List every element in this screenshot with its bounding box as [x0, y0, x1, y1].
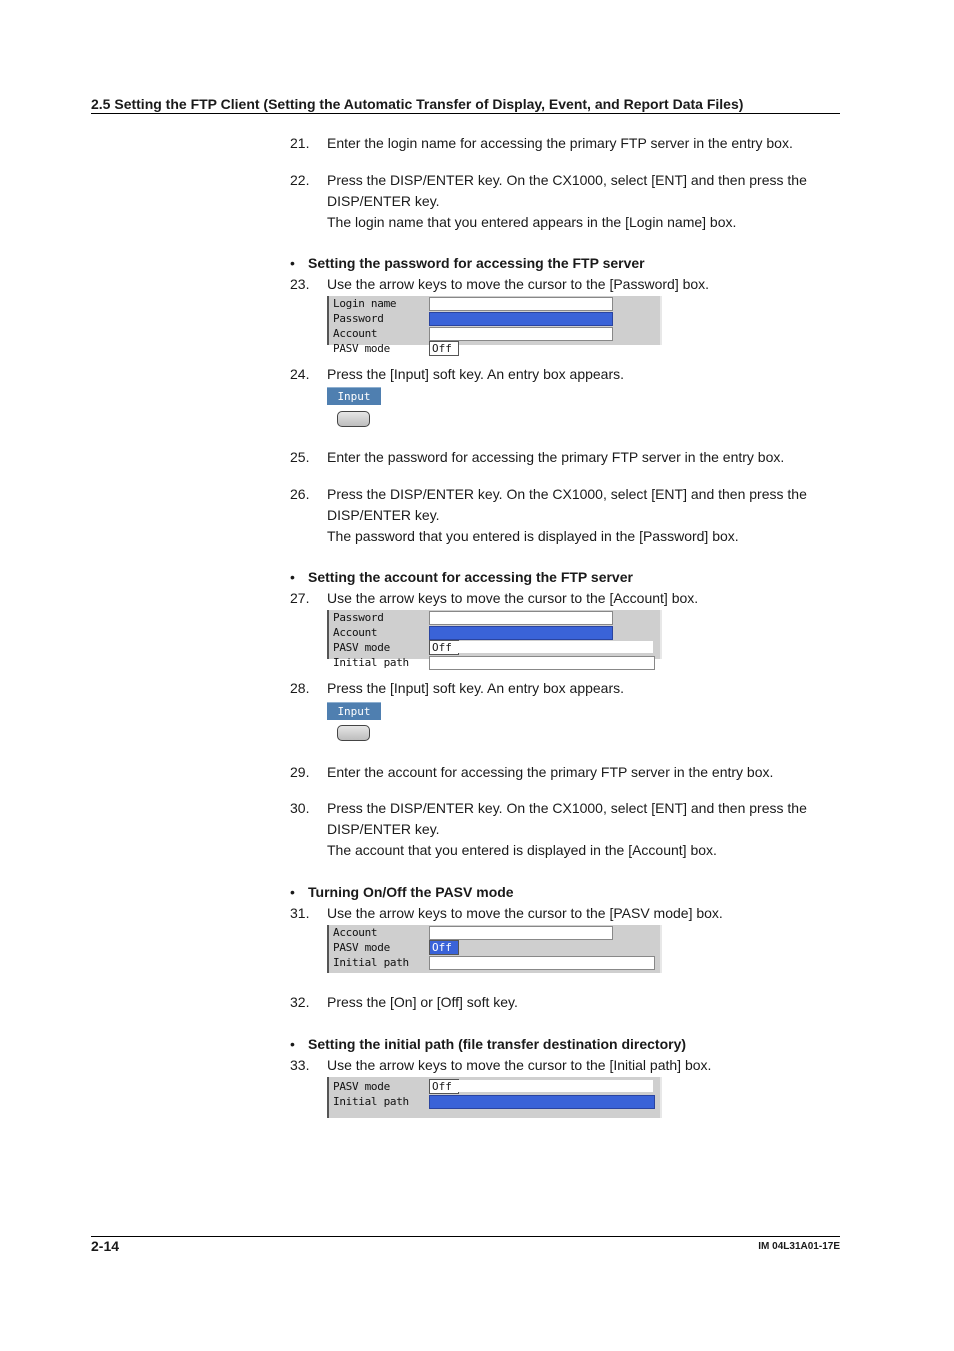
section-heading-initial-path [290, 1036, 686, 1052]
section-title: 2.5 Setting the FTP Client (Setting the Automatic Transfer of Display, Event, and Report Data Files) [91, 96, 744, 112]
account-field-selected [429, 626, 613, 640]
footer-rule [91, 1236, 840, 1237]
field-label: Initial path [333, 656, 409, 669]
initial-path-field [429, 956, 655, 970]
step-number: 22. [290, 172, 310, 188]
field-label: PASV mode [333, 941, 390, 954]
pasv-row-fill [457, 1080, 653, 1092]
step-note: The password that you entered is displayed in the [Password] box. [327, 528, 739, 544]
step-number: 31. [290, 905, 310, 921]
bullet-marker: • [290, 884, 295, 900]
field-label: Account [333, 926, 378, 939]
pasv-mode-value: Off [429, 1079, 459, 1094]
step-text: Press the [Input] soft key. An entry box appears. [327, 680, 625, 696]
section-heading-text: Setting the account for accessing the FTP server [308, 569, 633, 585]
login-name-field [429, 297, 613, 311]
step-text: Enter the login name for accessing the primary FTP server in the entry box. [327, 135, 793, 151]
step-text: Press the DISP/ENTER key. On the CX1000, select [ENT] and then press the DISP/ENTER key. [327, 486, 807, 523]
initial-path-field-selected [429, 1095, 655, 1109]
step-number: 28. [290, 680, 310, 696]
step-number: 30. [290, 800, 310, 816]
field-label: Login name [333, 297, 397, 310]
header-rule [91, 113, 840, 114]
step-note: The login name that you entered appears in the [Login name] box. [327, 214, 737, 230]
field-label: PASV mode [333, 641, 390, 654]
pasv-mode-value: Off [429, 640, 459, 655]
step-number: 25. [290, 449, 310, 465]
input-softkey-label: Input [327, 702, 381, 720]
field-label: Password [333, 312, 384, 325]
step-text: Use the arrow keys to move the cursor to the [Password] box. [327, 276, 710, 292]
step-number: 23. [290, 276, 310, 292]
bullet-marker: • [290, 1036, 295, 1052]
pasv-mode-value-selected: Off [429, 940, 459, 955]
screen-pasv-cursor [327, 925, 662, 973]
field-label: PASV mode [333, 342, 390, 355]
screen-initial-path-cursor [327, 1077, 662, 1118]
bullet-marker: • [290, 255, 295, 271]
field-label: Password [333, 611, 384, 624]
pasv-mode-value: Off [429, 341, 459, 356]
password-field-selected [429, 312, 613, 326]
step-text: Press the [On] or [Off] soft key. [327, 994, 518, 1010]
step-text: Enter the password for accessing the primary FTP server in the entry box. [327, 449, 785, 465]
bullet-marker: • [290, 569, 295, 585]
softkey-button [337, 411, 370, 427]
field-label: Initial path [333, 956, 409, 969]
screen-password-cursor [327, 296, 662, 355]
step-number: 26. [290, 486, 310, 502]
section-heading-password [290, 255, 645, 271]
step-text: Use the arrow keys to move the cursor to the [PASV mode] box. [327, 905, 723, 921]
section-heading-pasv [290, 884, 514, 900]
field-label: PASV mode [333, 1080, 390, 1093]
step-text: Enter the account for accessing the primary FTP server in the entry box. [327, 764, 774, 780]
pasv-row-fill [457, 641, 653, 653]
step-text: Press the [Input] soft key. An entry box appears. [327, 366, 625, 382]
section-heading-text: Setting the password for accessing the FTP server [308, 255, 645, 271]
document-id: IM 04L31A01-17E [758, 1241, 840, 1252]
step-text: Use the arrow keys to move the cursor to the [Initial path] box. [327, 1057, 712, 1073]
step-number: 27. [290, 590, 310, 606]
step-number: 32. [290, 994, 310, 1010]
field-label: Account [333, 626, 378, 639]
account-field [429, 926, 613, 940]
screen-account-cursor [327, 610, 662, 669]
field-label: Initial path [333, 1095, 409, 1108]
step-number: 33. [290, 1057, 310, 1073]
account-field [429, 327, 613, 341]
step-number: 29. [290, 764, 310, 780]
initial-path-field [429, 656, 655, 670]
password-field [429, 611, 613, 625]
input-softkey-label: Input [327, 387, 381, 405]
softkey-button [337, 725, 370, 741]
step-text: Press the DISP/ENTER key. On the CX1000, select [ENT] and then press the DISP/ENTER key. [327, 800, 807, 837]
section-heading-text: Turning On/Off the PASV mode [308, 884, 514, 900]
page-number: 2-14 [91, 1238, 120, 1254]
step-number: 21. [290, 135, 310, 151]
section-heading-account [290, 569, 633, 585]
step-text: Press the DISP/ENTER key. On the CX1000, select [ENT] and then press the DISP/ENTER key. [327, 172, 807, 209]
step-text: Use the arrow keys to move the cursor to the [Account] box. [327, 590, 699, 606]
step-number: 24. [290, 366, 310, 382]
section-heading-text: Setting the initial path (file transfer destination directory) [308, 1036, 687, 1052]
field-label: Account [333, 327, 378, 340]
step-note: The account that you entered is displayed in the [Account] box. [327, 842, 717, 858]
